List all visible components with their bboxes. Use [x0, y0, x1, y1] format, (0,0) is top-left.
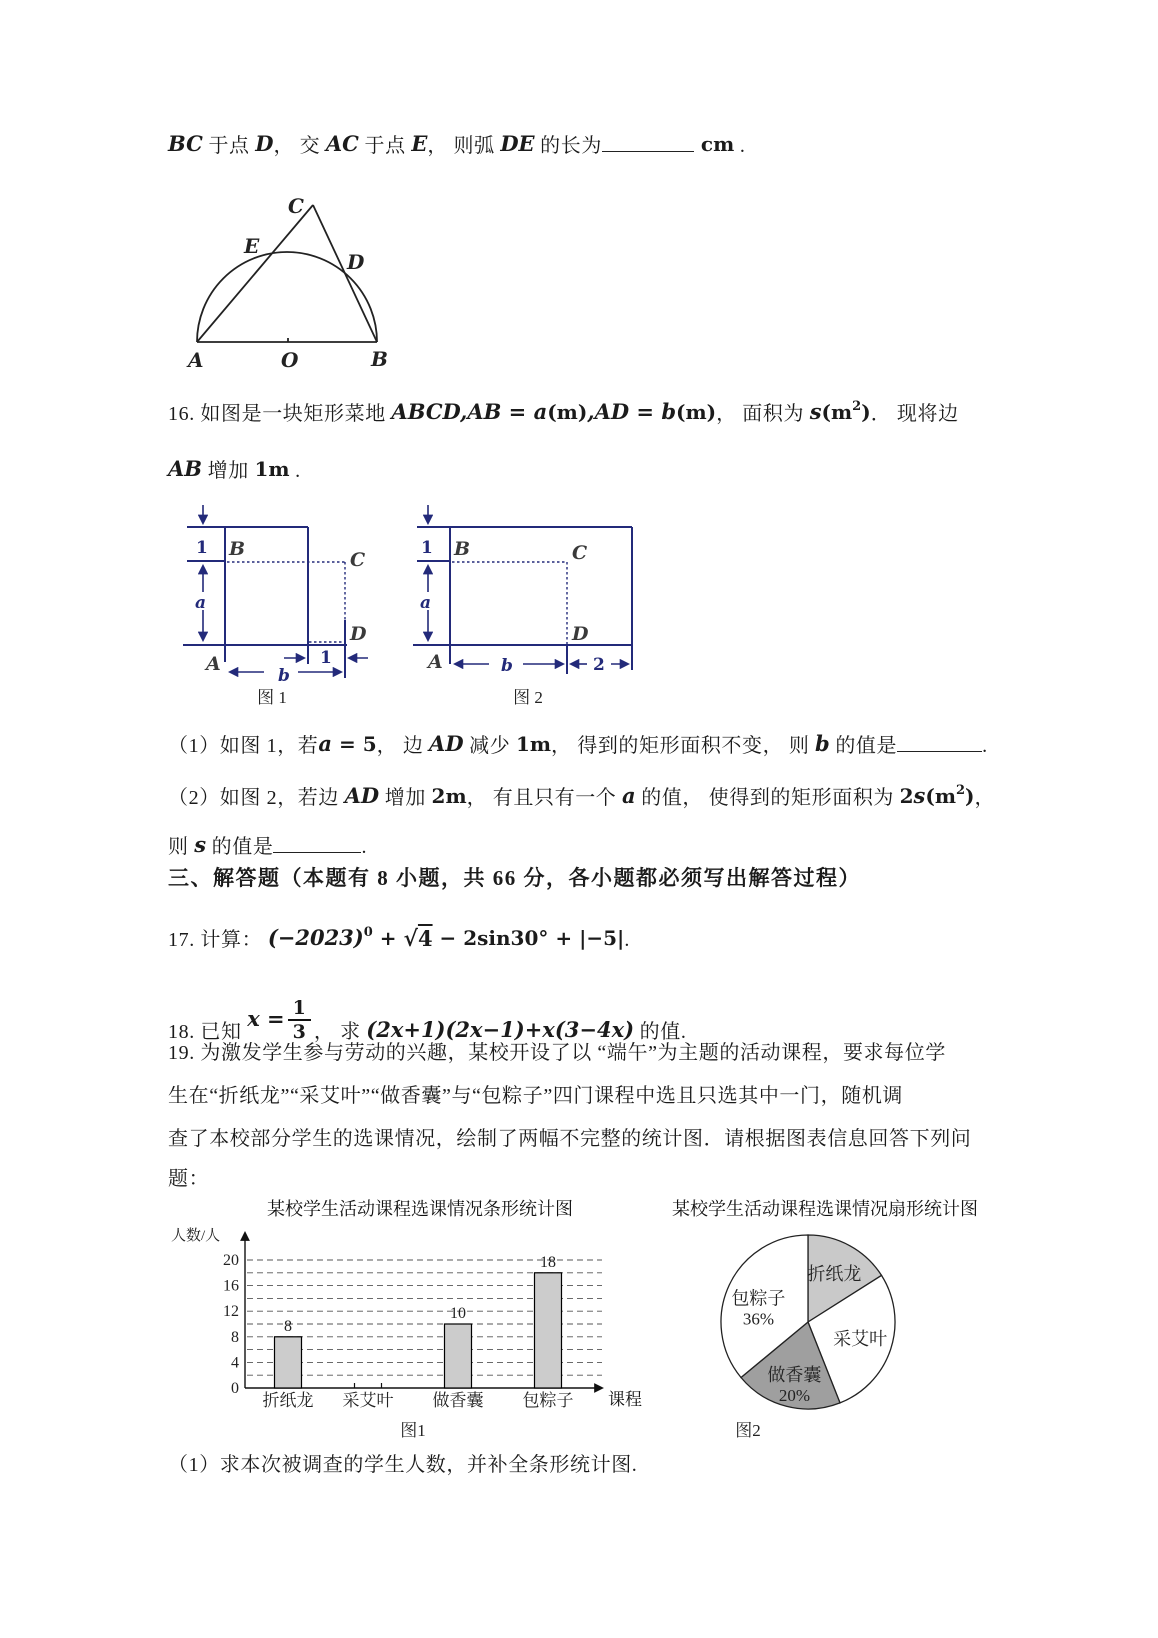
q19-text-line-4: 题：	[168, 1168, 210, 1190]
bar-做香囊	[445, 1324, 472, 1388]
category-label: 包粽子	[522, 1391, 574, 1410]
pie-chart-course-selection	[645, 1193, 1000, 1448]
text-segment: .	[734, 135, 746, 157]
answer-blank	[602, 131, 694, 152]
math-segment: 1m	[254, 457, 290, 481]
math-segment: DE	[500, 131, 535, 156]
math-segment: s	[913, 783, 926, 808]
q18-line	[168, 999, 686, 1046]
fig1-label-D: D	[350, 623, 367, 645]
pie-chart-title: 某校学生活动课程选课情况扇形统计图	[672, 1199, 978, 1219]
y-tick-label: 4	[231, 1354, 239, 1372]
text-segment: .	[624, 929, 630, 951]
bar-折纸龙	[275, 1337, 302, 1388]
q15-stem-line	[168, 130, 745, 160]
pie-slice-percent: 36%	[742, 1309, 774, 1329]
section-3-header	[168, 864, 861, 893]
math-segment: b	[815, 731, 830, 756]
fig2-dimension-arrows	[428, 505, 628, 664]
square-root: √4	[403, 926, 433, 952]
pie-slice-label: 采艾叶	[833, 1328, 888, 1349]
math-segment: D	[255, 131, 274, 156]
math-segment: E	[411, 131, 428, 156]
geo-label-O: O	[281, 348, 299, 372]
fraction: $\frac{1}{3}$	[288, 999, 311, 1045]
text-segment: 17. 计算：	[168, 929, 268, 951]
text-segment: （1）如图 1，若	[168, 735, 319, 757]
text-segment: 三、解答题（本题有 8 小题，共 66 分，各小题都必须写出解答过程）	[168, 866, 861, 890]
fig1-dim-1-top: 1	[196, 538, 208, 558]
bar-value-label: 10	[450, 1305, 466, 1322]
q16-text-line-2	[168, 455, 301, 485]
text-segment: ， 求	[313, 1020, 367, 1043]
bar-chart-title: 某校学生活动课程选课情况条形统计图	[267, 1199, 573, 1219]
answer-blank	[273, 832, 361, 853]
text-segment: 的值， 使得到的矩形面积为	[635, 787, 900, 809]
math-segment: ABCD,AB = a	[391, 399, 548, 424]
pie-slice-label: 折纸龙	[807, 1264, 862, 1284]
answer-blank	[897, 731, 982, 752]
math-segment: 2	[899, 784, 914, 808]
fig2-label-A: A	[428, 651, 443, 673]
text-segment: .	[982, 735, 988, 757]
math-segment: +	[372, 926, 404, 950]
math-segment: a	[622, 783, 636, 808]
category-label: 采艾叶	[342, 1391, 394, 1410]
fig2-solid-lines	[413, 527, 632, 674]
text-segment: ， 边	[376, 735, 430, 757]
math-segment: 1m	[515, 732, 552, 756]
text-segment: 增加	[202, 460, 255, 482]
math-segment: )	[965, 784, 975, 808]
bar-value-label: 18	[540, 1253, 556, 1271]
geo-label-A: A	[188, 348, 204, 372]
fig2-dim-a: a	[420, 593, 432, 613]
text-segment: ， 有且只有一个	[466, 787, 623, 809]
math-segment: 2	[852, 399, 862, 414]
math-segment: a	[318, 731, 333, 756]
text-segment: 18. 已知	[168, 1020, 248, 1043]
geo-label-E: E	[244, 234, 260, 258]
math-segment: ,AD = b	[587, 399, 677, 424]
text-segment: ． 现将边	[870, 403, 959, 425]
text-segment: ， 面积为	[716, 403, 810, 425]
math-segment: − 2sin30° +	[432, 926, 580, 950]
math-segment: s	[194, 832, 207, 857]
q19-text-line-2: 生在“折纸龙”“采艾叶”“做香囊”与“包粽子”四门课程中选且只选其中一门，随机调	[168, 1085, 904, 1107]
fig1-caption: 图 1	[257, 688, 287, 707]
text-segment: （2）如图 2，若边	[168, 787, 345, 809]
text-segment: .	[361, 836, 368, 858]
fig2-label-D: D	[572, 623, 589, 645]
math-segment: (m)	[547, 400, 588, 424]
math-segment: x =	[247, 1005, 285, 1031]
math-segment: 2m	[431, 784, 467, 808]
math-segment: (m	[821, 400, 853, 424]
pie-chart-plot-area	[721, 1235, 895, 1409]
text-segment: ，	[974, 787, 996, 809]
math-segment: AD	[429, 731, 464, 756]
fig1-dim-b: b	[278, 666, 290, 686]
pie-slice-percent: 20%	[778, 1386, 810, 1406]
text-segment: 则	[168, 836, 195, 858]
q16-sub2-cont-line	[168, 831, 367, 861]
geo-label-B: B	[371, 347, 388, 371]
fig2-dotted-original-rect	[452, 562, 567, 644]
fig2-label-C: C	[572, 542, 588, 564]
math-segment: 0	[363, 925, 373, 940]
text-segment: ， 交	[273, 135, 326, 157]
fig2-caption: 图 2	[513, 688, 543, 707]
math-segment: AD	[344, 783, 380, 808]
bar-value-label: 8	[284, 1317, 292, 1335]
bar-chart-caption: 图1	[400, 1421, 426, 1440]
text-segment: 减少	[463, 735, 516, 757]
math-segment: s	[809, 399, 822, 424]
text-segment: 16. 如图是一块矩形菜地	[168, 403, 392, 425]
math-segment: (−2023)	[267, 925, 364, 950]
q16-figure-2	[405, 492, 650, 712]
math-segment: BC	[168, 131, 203, 156]
text-segment: ， 则弧	[427, 135, 501, 157]
math-segment: AB	[168, 456, 203, 481]
text-segment: 的长为	[534, 135, 602, 157]
fig2-dim-1-top: 1	[421, 538, 433, 558]
fig1-label-B: B	[229, 538, 246, 560]
bar-chart-course-selection	[165, 1193, 650, 1448]
fig2-label-B: B	[454, 538, 471, 560]
y-tick-label: 12	[223, 1303, 239, 1321]
y-tick-label: 16	[223, 1277, 239, 1295]
fig2-dim-2: 2	[593, 655, 605, 675]
math-segment: (2x+1)(2x−1)+x(3−4x)	[366, 1016, 635, 1042]
q17-line	[168, 924, 630, 955]
text-segment: .	[289, 460, 301, 482]
pie-slice-label: 包粽子	[731, 1288, 786, 1309]
text-segment: 的值是	[829, 735, 898, 757]
fig1-dim-1-bottom: 1	[320, 648, 332, 668]
geo-label-C: C	[288, 194, 304, 218]
category-label: 折纸龙	[262, 1391, 314, 1410]
fig1-dim-a: a	[195, 593, 207, 613]
text-segment: 增加	[379, 787, 432, 809]
y-tick-label: 20	[223, 1252, 239, 1269]
pie-chart-caption: 图2	[735, 1421, 761, 1440]
math-segment: (m)	[676, 400, 717, 424]
category-label: 做香囊	[432, 1391, 484, 1410]
bar-chart-x-axis-label: 课程	[608, 1390, 642, 1409]
fig1-label-A: A	[206, 653, 221, 675]
math-segment: 2	[956, 783, 966, 798]
text-segment: ， 得到的矩形面积不变， 则	[551, 735, 816, 757]
math-segment: AC	[325, 131, 359, 156]
text-segment: 于点	[358, 135, 412, 157]
math-segment: |−5|	[579, 926, 625, 950]
q16-sub2-line	[168, 782, 995, 812]
bar-包粽子	[535, 1273, 562, 1388]
bar-chart-y-axis-label: 人数/人	[171, 1228, 221, 1244]
semicircle-triangle-figure	[150, 183, 460, 378]
q16-text-line-1	[168, 398, 959, 428]
math-segment: (m	[925, 784, 956, 808]
y-tick-label: 0	[231, 1380, 239, 1397]
pie-slice-label: 做香囊	[767, 1365, 822, 1386]
y-tick-label: 8	[231, 1328, 239, 1346]
bar-chart-plot-area	[223, 1252, 602, 1410]
fig1-dimension-arrows	[203, 505, 368, 672]
q16-figure-1	[180, 492, 390, 712]
fig2-dim-b: b	[501, 656, 513, 676]
q19-text-line-1: 19. 为激发学生参与劳动的兴趣，某校开设了以 “端午”为主题的活动课程，要求每位学	[168, 1042, 946, 1064]
math-segment: cm	[693, 132, 735, 156]
math-segment: = 5	[332, 732, 377, 756]
q19-sub1-line: （1）求本次被调查的学生人数，并补全条形统计图.	[168, 1454, 638, 1476]
geo-label-D: D	[347, 250, 365, 274]
fig1-label-C: C	[350, 549, 366, 571]
text-segment: 的值.	[634, 1020, 687, 1043]
text-segment: 于点	[202, 135, 256, 157]
fig1-dotted-original-rect	[227, 562, 345, 644]
q19-text-line-3: 查了本校部分学生的选课情况，绘制了两幅不完整的统计图．请根据图表信息回答下列问	[168, 1128, 972, 1150]
math-segment: )	[861, 400, 871, 424]
q16-sub1-line	[168, 730, 988, 760]
text-segment: 的值是	[206, 836, 274, 858]
